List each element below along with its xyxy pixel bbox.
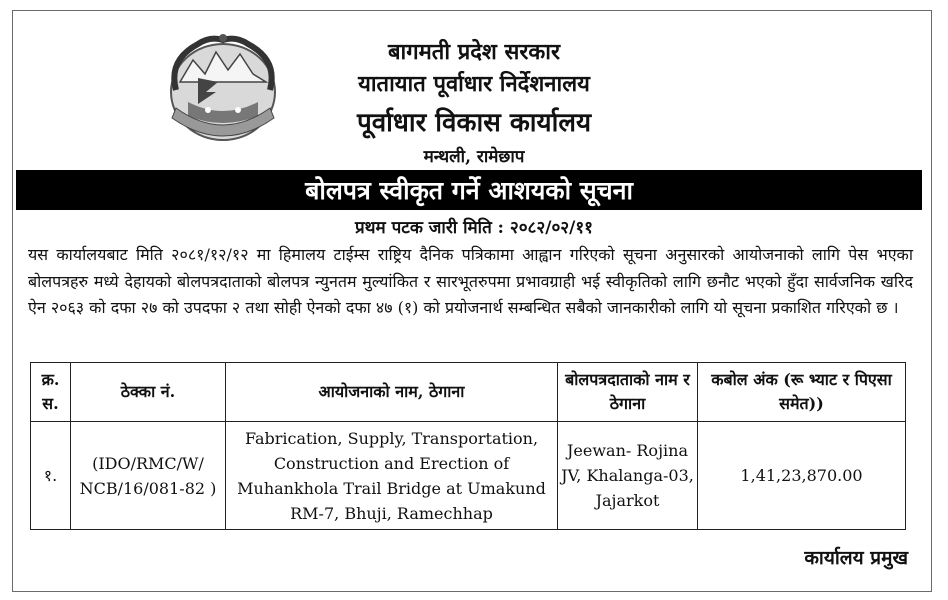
notice-body-text: यस कार्यालयबाट मिति २०८१/१२/१२ मा हिमालय टाईम्स राष्ट्रिय दैनिक पत्रिकामा आह्वान गरिएको सूचना अनुसारको आयोजनाको लागि पेस भएका बोलपत्रहरु मध्ये देहायको बोलपत्रदाताको बोलपत्र न्युनतम मुल्यांकित र सारभूतरुपमा प्रभावग्राही भई स्वीकृतिको लागि छनौट भएको हुँदा सार्वजनिक खरिद ऐन २०६३ को दफा २७ को उपदफा २ तथा सोही ऐनको दफा ४७ (१) को प्रयोजनार्थ सम्बन्धित सबैको जानकारीको लागि यो सूचना प्रकाशित गरिएको छ । [28,245,913,317]
header-bidder-name: बोलपत्रदाताको नाम र ठेगाना [558,363,698,422]
office-address: मन्थली, रामेछाप [423,147,525,167]
table-header-row [31,363,906,422]
header-project-name: आयोजनाको नाम, ठेगाना [226,363,558,422]
bid-table [30,362,906,530]
header-serial-number: क्र. स. [31,363,71,422]
cell-serial-number: १. [31,422,71,530]
office-title: पूर्वाधार विकास कार्यालय [356,108,592,138]
cell-bidder-name: Jeewan- Rojina JV, Khalanga-03, Jajarkot [558,422,698,530]
header-contract-number: ठेक्का नं. [71,363,226,422]
table-row [31,422,906,530]
issue-date: प्रथम पटक जारी मिति : २०८२/०२/११ [354,218,594,238]
notice-title-banner: बोलपत्र स्वीकृत गर्ने आशयको सूचना [16,170,922,210]
cell-bid-amount: 1,41,23,870.00 [698,422,906,530]
province-government-title: बागमती प्रदेश सरकार [388,39,560,65]
directorate-title: यातायात पूर्वाधार निर्देशनालय [358,71,590,97]
cell-project-name: Fabrication, Supply, Transportation, Construction and Erection of Muhankhola Trail Bridge at Umakund RM-7, Bhuji, Ramechhap [226,422,558,530]
header-bid-amount: कबोल अंक (रू भ्याट र पिएसा समेत)) [698,363,906,422]
cell-contract-number: (IDO/RMC/W/ NCB/16/081-82 ) [71,422,226,530]
office-chief-signature-label: कार्यालय प्रमुख [804,547,908,569]
